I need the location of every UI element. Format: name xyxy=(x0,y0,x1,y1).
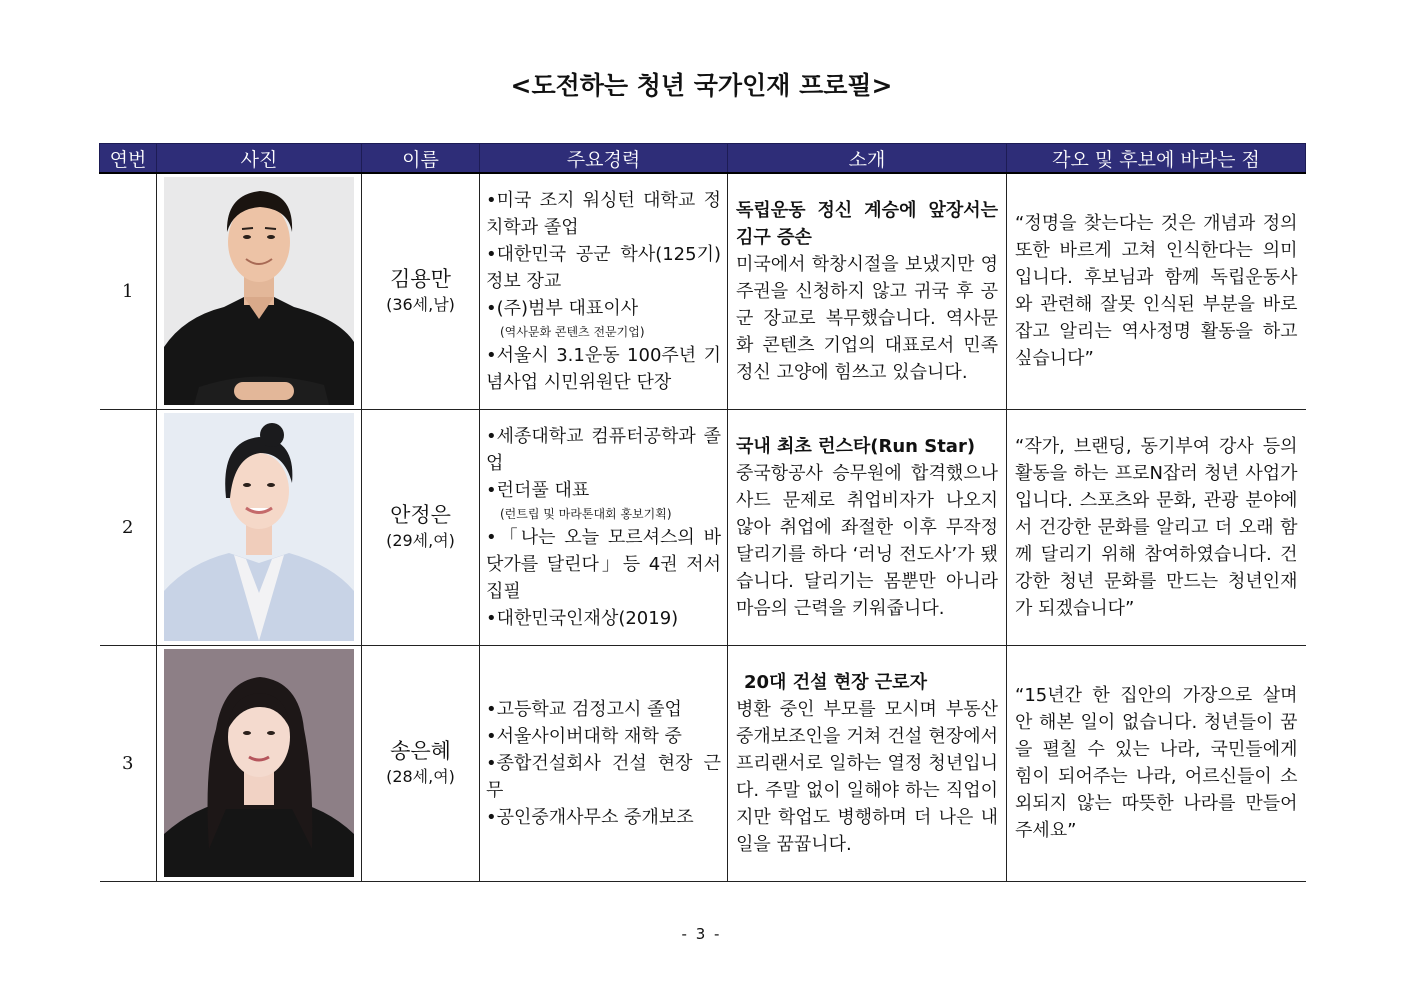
photo-cell xyxy=(157,173,362,409)
intro-body: 병환 중인 부모를 모시며 부동산 중개보조인을 거쳐 건설 현장에서 프리랜서로 일하는 열정 청년입니다. 주말 없이 일해야 하는 직업이지만 학업도 병행하며 더 나은 내일을 꿈꿉니다. xyxy=(736,698,998,855)
career-item: •공인중개사무소 중개보조 xyxy=(486,806,694,828)
career-item: •대한민국인재상(2019) xyxy=(486,607,679,629)
row-number: 2 xyxy=(100,409,157,645)
career-note: (런트립 및 마라톤대회 홍보기획) xyxy=(500,506,672,521)
name-cell xyxy=(362,645,480,881)
header-intro: 소개 xyxy=(728,144,1007,174)
career-cell xyxy=(480,645,728,881)
intro-headline: 독립운동 정신 계승에 앞장서는 김구 증손 xyxy=(736,199,998,248)
career-item: •「나는 오늘 모르셔스의 바닷가를 달린다」등 4권 저서 집필 xyxy=(486,526,721,602)
person-name: 송은혜 xyxy=(390,739,451,763)
header-no: 연번 xyxy=(100,144,157,174)
header-career: 주요경력 xyxy=(480,144,728,174)
row-number: 1 xyxy=(100,173,157,409)
woman-portrait-photo xyxy=(164,649,354,877)
person-age: (29세,여) xyxy=(386,531,455,550)
message-cell: “작가, 브랜딩, 동기부여 강사 등의 활동을 하는 프로N잡러 청년 사업가입니다. 스포츠와 문화, 관광 분야에서 건강한 문화를 알리고 더 오래 함께 달리기 위해 참여하였습니다. 건강한 청년 문화를 만드는 청년인재가 되겠습니다” xyxy=(1007,409,1306,645)
career-item: •서울사이버대학 재학 중 xyxy=(486,725,682,747)
career-item: •서울시 3.1운동 100주년 기념사업 시민위원단 단장 xyxy=(486,344,721,393)
person-age: (28세,여) xyxy=(386,767,455,786)
career-item: •세종대학교 컴퓨터공학과 졸업 xyxy=(486,425,721,474)
career-item: •대한민국 공군 학사(125기) 정보 장교 xyxy=(486,243,721,292)
header-photo: 사진 xyxy=(157,144,362,174)
page-title: <도전하는 청년 국가인재 프로필> xyxy=(510,71,893,100)
man-portrait-photo xyxy=(164,177,354,405)
intro-body: 미국에서 학창시절을 보냈지만 영주권을 신청하지 않고 귀국 후 공군 장교로 복무했습니다. 역사문화 콘텐츠 기업의 대표로서 민족정신 고양에 힘쓰고 있습니다. xyxy=(736,253,998,383)
profile-table xyxy=(99,143,1306,882)
intro-cell xyxy=(728,645,1007,881)
intro-headline: 20대 건설 현장 근로자 xyxy=(744,671,927,693)
table-row xyxy=(100,645,1306,881)
intro-cell xyxy=(728,409,1007,645)
row-number: 3 xyxy=(100,645,157,881)
photo-cell xyxy=(157,645,362,881)
career-item: •종합건설회사 건설 현장 근무 xyxy=(486,752,721,801)
table-row xyxy=(100,409,1306,645)
career-cell xyxy=(480,173,728,409)
intro-headline: 국내 최초 런스타(Run Star) xyxy=(736,435,976,457)
intro-cell xyxy=(728,173,1007,409)
table-row xyxy=(100,173,1306,409)
career-cell xyxy=(480,409,728,645)
career-item: •미국 조지 워싱턴 대학교 정치학과 졸업 xyxy=(486,189,721,238)
person-name: 안정은 xyxy=(390,503,451,527)
name-cell xyxy=(362,173,480,409)
message-cell: “정명을 찾는다는 것은 개념과 정의 또한 바르게 고쳐 인식한다는 의미입니다. 후보님과 함께 독립운동사와 관련해 잘못 인식된 부분을 바로잡고 알리는 역사정명 활동을 하고 싶습니다” xyxy=(1007,173,1306,409)
person-name: 김용만 xyxy=(390,267,451,292)
career-note: (역사문화 콘텐츠 전문기업) xyxy=(500,324,645,339)
header-message: 각오 및 후보에 바라는 점 xyxy=(1007,144,1306,174)
header-name: 이름 xyxy=(362,144,480,174)
name-cell xyxy=(362,409,480,645)
woman-portrait-photo xyxy=(164,413,354,641)
career-item: •고등학교 검정고시 졸업 xyxy=(486,698,682,720)
intro-body: 중국항공사 승무원에 합격했으나 사드 문제로 취업비자가 나오지 않아 취업에 좌절한 이후 무작정 달리기를 하다 ‘러닝 전도사’가 됐습니다. 달리기는 몸뿐만 아니라 마음의 근력을 키워줍니다. xyxy=(736,462,998,619)
photo-cell xyxy=(157,409,362,645)
table-header-row xyxy=(100,144,1306,174)
career-item: •런더풀 대표 xyxy=(486,479,590,501)
career-item: •(주)범부 대표이사 xyxy=(486,297,639,319)
page-number: - 3 - xyxy=(681,925,722,943)
message-cell: “15년간 한 집안의 가장으로 살며 안 해본 일이 없습니다. 청년들이 꿈을 펼칠 수 있는 나라, 국민들에게 힘이 되어주는 나라, 어르신들이 소외되지 않는 따뜻한 나라를 만들어주세요” xyxy=(1007,645,1306,881)
person-age: (36세,남) xyxy=(386,295,455,315)
